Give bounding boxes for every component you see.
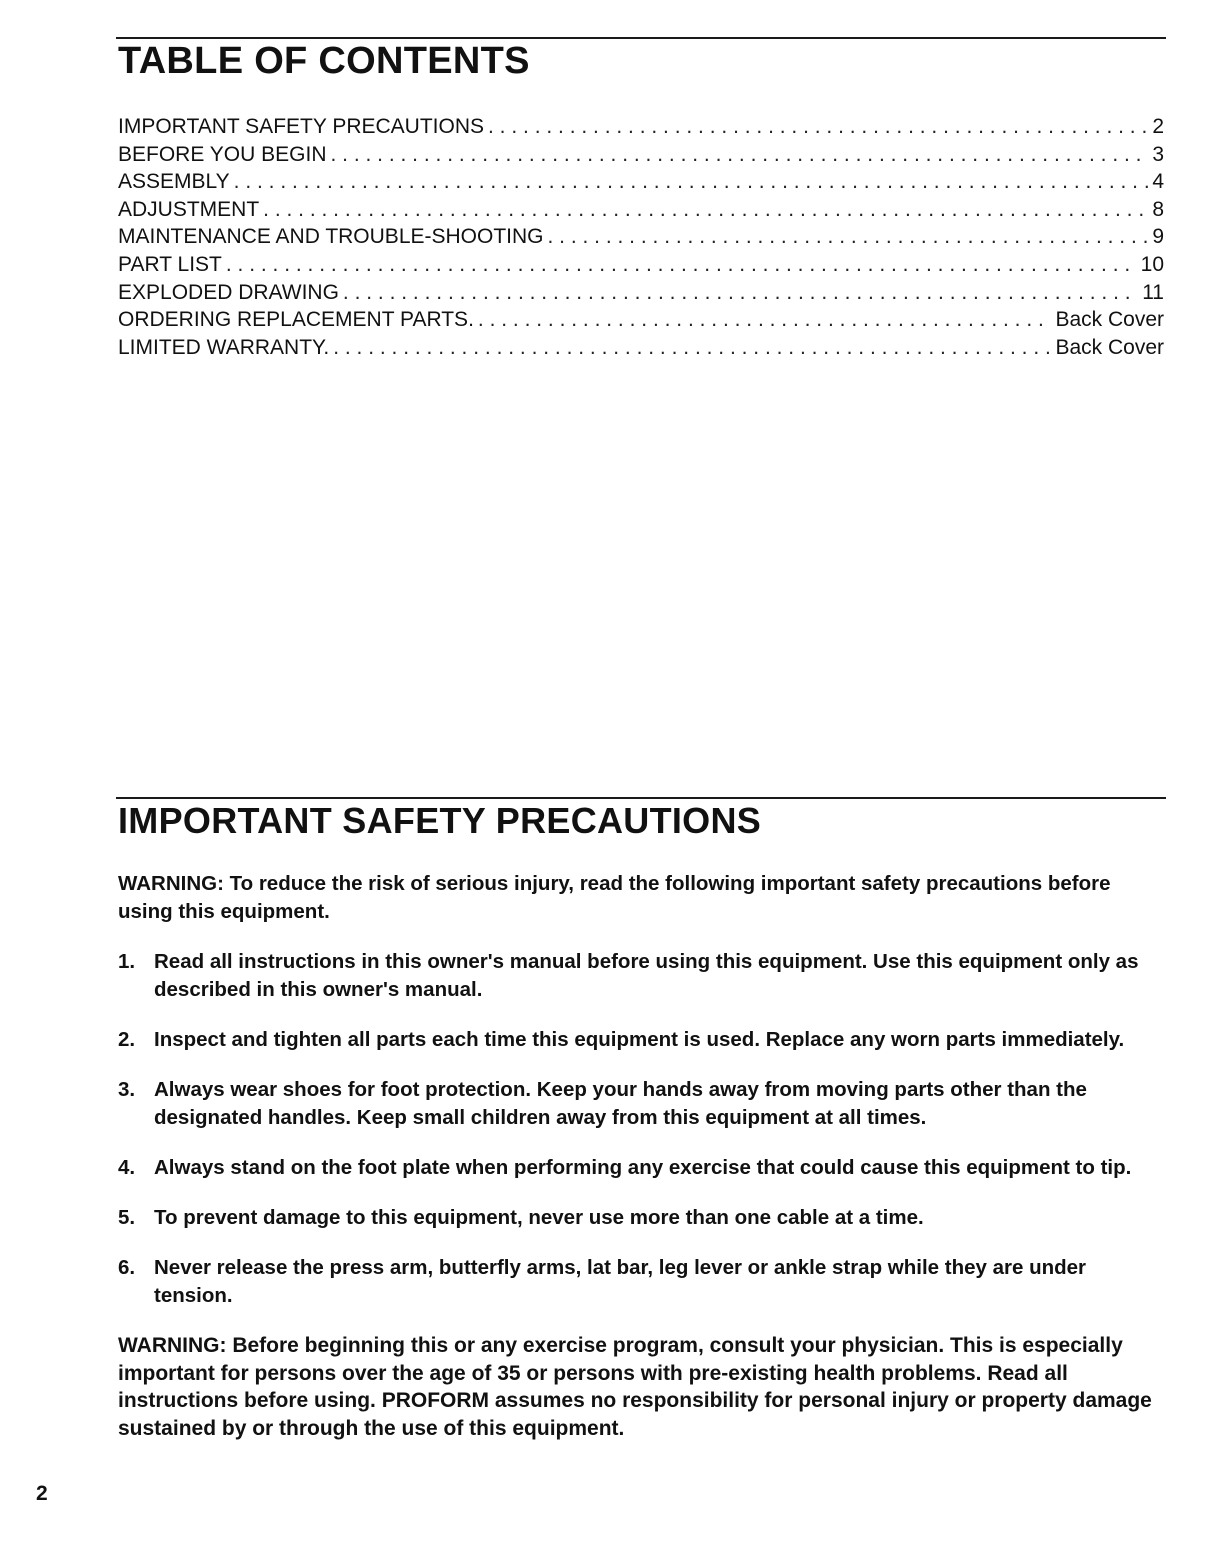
toc-leader-dots [343, 281, 1138, 305]
toc-entry-page: 9 [1152, 225, 1164, 249]
safety-rule [118, 1154, 1164, 1182]
safety-rule-text: Inspect and tighten all parts each time this equipment is used. Replace any worn parts immediately. [154, 1028, 1125, 1051]
toc-entry-page: Back Cover [1055, 308, 1164, 332]
toc-entry-page: 2 [1152, 115, 1164, 138]
toc-entry [118, 198, 1164, 226]
toc-entry-label: IMPORTANT SAFETY PRECAUTIONS [118, 115, 485, 138]
safety-rule-text: Always stand on the foot plate when performing any exercise that could cause this equipment to tip. [154, 1156, 1132, 1179]
toc-entry-label: MAINTENANCE AND TROUBLE-SHOOTING [118, 225, 544, 249]
safety-title: IMPORTANT SAFETY PRECAUTIONS [118, 800, 762, 841]
safety-warning-bottom: WARNING: Before beginning this or any exercise program, consult your physician. This is especially important for persons over the age of 35 or persons with pre-existing health problems. Read all instructions before using. PROFORM assumes no responsibility for personal injury or property damage sustained by or through the use of this equipment. [118, 1334, 1152, 1440]
safety-body [118, 870, 1164, 1442]
toc-leader-dots [263, 198, 1148, 222]
toc-entry-label: BEFORE YOU BEGIN [118, 142, 327, 166]
toc-entry-page: Back Cover [1055, 335, 1164, 359]
safety-rules-list [118, 948, 1164, 1310]
safety-rule [118, 1204, 1164, 1232]
safety-rule-number: 1. [118, 950, 136, 973]
safety-rule [118, 1076, 1164, 1132]
safety-rule-text: Always wear shoes for foot protection. Keep your hands away from moving parts other than the designated handles. Keep small children away from this equipment at all times. [154, 1078, 1087, 1129]
toc-leader-dots [478, 308, 1052, 332]
toc-leader-dots [548, 225, 1149, 249]
safety-warning-top: WARNING: To reduce the risk of serious injury, read the following important safety precautions before using this equipment. [118, 872, 1111, 923]
toc-entry [118, 115, 1164, 143]
toc-leader-dots [333, 336, 1051, 360]
toc-entry-label: LIMITED WARRANTY. [118, 335, 330, 359]
toc-entry-page: 11 [1142, 280, 1164, 304]
safety-rule-text: Read all instructions in this owner's manual before using this equipment. Use this equipment only as described in this owner's manual. [154, 950, 1139, 1001]
toc-entry [118, 336, 1164, 364]
toc-entry [118, 253, 1164, 281]
safety-top-rule [116, 797, 1166, 799]
toc-entry [118, 281, 1164, 309]
toc-entry-page: 10 [1140, 252, 1164, 276]
page-number: 2 [36, 1482, 48, 1505]
toc-entry-label: EXPLODED DRAWING [118, 280, 339, 304]
toc-entry-page: 3 [1152, 142, 1164, 166]
toc-list [118, 115, 1164, 363]
toc-entry-page: 4 [1152, 170, 1164, 194]
safety-rule-number: 3. [118, 1078, 136, 1101]
toc-entry-label: ADJUSTMENT [118, 197, 260, 221]
safety-rule [118, 948, 1164, 1004]
toc-entry [118, 308, 1164, 336]
toc-leader-dots [226, 253, 1137, 277]
safety-rule-text: Never release the press arm, butterfly arms, lat bar, leg lever or ankle strap while they are under tension. [154, 1256, 1087, 1307]
safety-rule [118, 1026, 1164, 1054]
safety-rule-number: 2. [118, 1028, 136, 1051]
toc-entry [118, 170, 1164, 198]
toc-entry-label: PART LIST [118, 252, 222, 276]
safety-rule-text: To prevent damage to this equipment, never use more than one cable at a time. [154, 1206, 924, 1229]
toc-entry-page: 8 [1152, 197, 1164, 221]
toc-top-rule [116, 37, 1166, 39]
toc-leader-dots [234, 170, 1149, 194]
toc-entry-label: ORDERING REPLACEMENT PARTS. [118, 308, 474, 332]
toc-leader-dots [488, 115, 1148, 139]
toc-entry-label: ASSEMBLY [118, 170, 230, 194]
toc-entry [118, 225, 1164, 253]
safety-rule-number: 6. [118, 1256, 136, 1279]
safety-rule-number: 5. [118, 1206, 136, 1229]
safety-rule [118, 1254, 1164, 1310]
toc-leader-dots [331, 143, 1149, 167]
safety-rule-number: 4. [118, 1156, 136, 1179]
toc-entry [118, 143, 1164, 171]
toc-title: TABLE OF CONTENTS [118, 40, 530, 82]
